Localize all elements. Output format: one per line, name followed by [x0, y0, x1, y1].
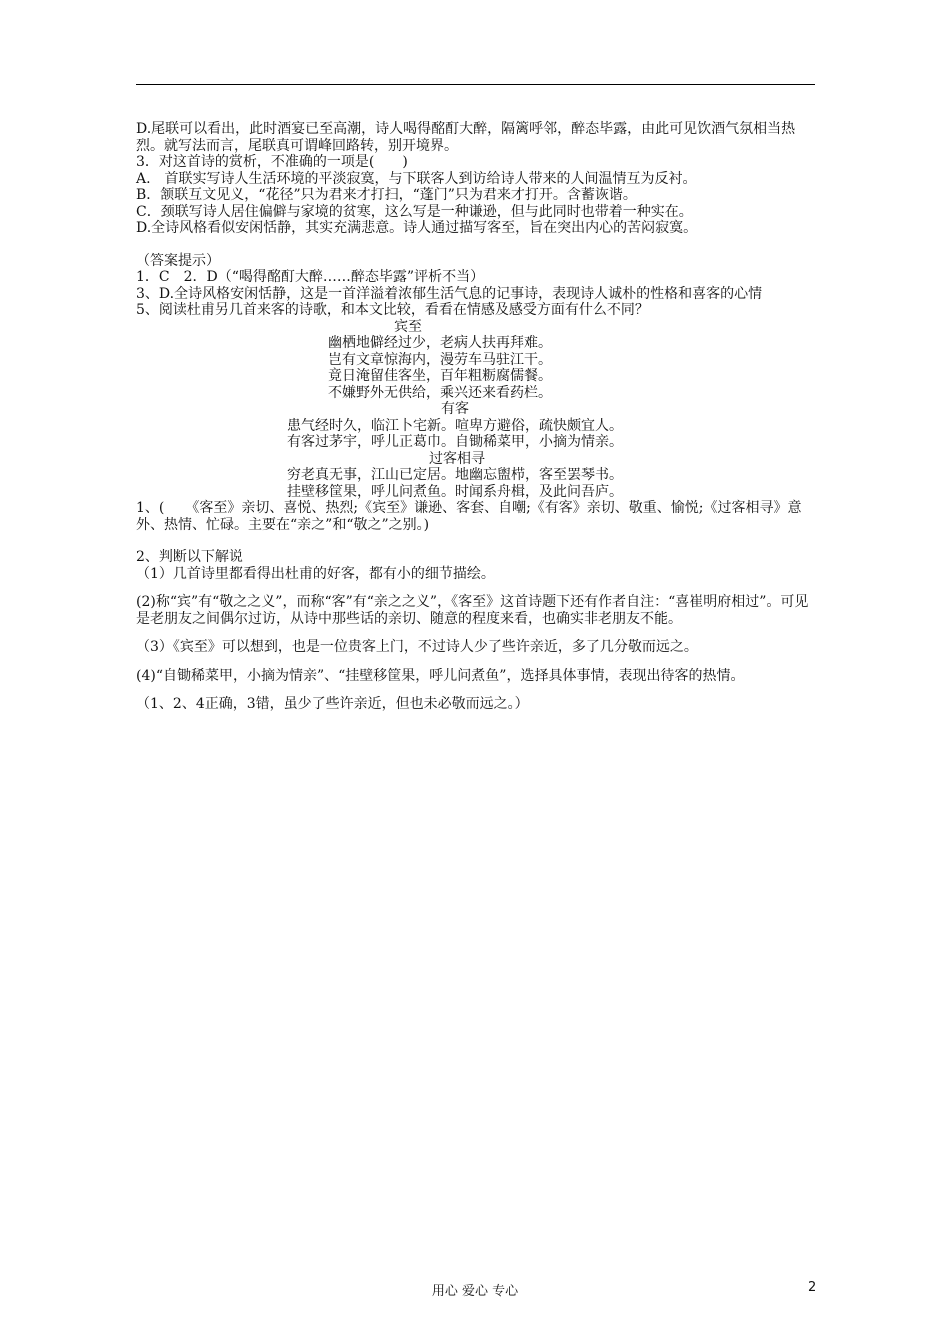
judgement-item-3: （3）《宾至》可以想到，也是一位贵客上门，不过诗人少了些许亲近，多了几分敬而远之。 — [136, 639, 698, 655]
judgement-item-2: (2)称“宾”有“敬之之义”，而称“客”有“亲之之义”，《客至》这首诗题下还有作者自注：“喜崔明府相过”。可见是老朋友之间偶尔过访，从诗中那些话的亲切、随意的程度来看，也确实非老朋友不能。 — [136, 594, 809, 627]
answer-1-comparison: 1、( 《客至》亲切、喜悦、热烈;《宾至》谦逊、客套、自嘲;《有客》亲切、敬重、愉悦;《过客相寻》意外、热情、忙碌。主要在“亲之”和“敬之”之别。) — [136, 500, 802, 533]
poem-title-youke: 有客 — [441, 401, 469, 417]
question-3-option-d: D.全诗风格看似安闲恬静，其实充满悲意。诗人通过描写客至，旨在突出内心的苦闷寂寞。 — [136, 220, 698, 236]
question-3-option-c: C．颈联写诗人居住偏僻与家境的贫寒，这么写是一种谦逊，但与此同时也带着一种实在。 — [136, 203, 693, 220]
answer-1-2: 1．C 2．D（“喝得酩酊大醉……醉态毕露”评析不当） — [136, 269, 485, 285]
poem-line: 岂有文章惊海内，漫劳车马驻江干。 — [328, 351, 552, 368]
option-d-text: D.尾联可以看出，此时酒宴已至高潮，诗人喝得酩酊大醉，隔篱呼邻，醉态毕露，由此可见饮酒气氛相当热烈。就写法而言，尾联真可谓峰回路转，别开境界。 — [136, 121, 796, 154]
judgement-answer: （1、2、4正确，3错，虽少了些许亲近，但也未必敬而远之。） — [136, 696, 529, 712]
question-3-option-b: B．颔联互文见义，“花径”只为君来才打扫，“蓬门”只为君来才打开。含蓄诙谐。 — [136, 187, 637, 203]
poem-line: 不嫌野外无供给，乘兴还来看药栏。 — [328, 384, 552, 401]
poem-line: 挂壁移筐果，呼儿问煮鱼。时闻系舟楫，及此问吾庐。 — [287, 483, 623, 500]
poem-line: 穷老真无事，江山已定居。地幽忘盥栉，客至罢琴书。 — [287, 467, 623, 483]
answer-3: 3、D.全诗风格安闲恬静，这是一首洋溢着浓郁生活气息的记事诗，表现诗人诚朴的性格和喜客的心情 — [136, 285, 763, 302]
poem-line: 幽栖地僻经过少，老病人扶再拜难。 — [328, 335, 552, 351]
header-rule — [136, 84, 815, 85]
poem-title-binzhi: 宾至 — [394, 318, 422, 335]
judgement-item-1: （1）几首诗里都看得出杜甫的好客，都有小的细节描绘。 — [136, 565, 495, 582]
judgement-item-4: (4)“自锄稀菜甲，小摘为情亲”、“挂壁移筐果，呼儿问煮鱼”，选择具体事情，表现出待客的热情。 — [136, 667, 745, 684]
question-2-heading: 2、判断以下解说 — [136, 549, 243, 565]
footer-slogan: 用心 爱心 专心 — [431, 1284, 519, 1299]
poem-title-guoke: 过客相寻 — [429, 450, 485, 467]
poem-line: 竟日淹留佳客坐，百年粗粝腐儒餐。 — [328, 368, 552, 384]
question-3-option-a: A. 首联实写诗人生活环境的平淡寂寞，与下联客人到访给诗人带来的人间温情互为反衬。 — [136, 170, 697, 187]
question-5: 5、阅读杜甫另几首来客的诗歌，和本文比较，看看在情感及感受方面有什么不同？ — [136, 302, 649, 318]
poem-line: 有客过茅宇，呼儿正葛巾。自锄稀菜甲，小摘为情亲。 — [287, 434, 623, 450]
poem-line: 患气经时久，临江卜宅新。喧卑方避俗，疏快颇宜人。 — [287, 417, 623, 434]
document-body — [136, 121, 816, 713]
question-3: 3．对这首诗的赏析，不准确的一项是( ) — [136, 154, 408, 170]
answer-hint-title: （答案提示） — [136, 252, 220, 269]
page-number: 2 — [808, 1280, 817, 1295]
